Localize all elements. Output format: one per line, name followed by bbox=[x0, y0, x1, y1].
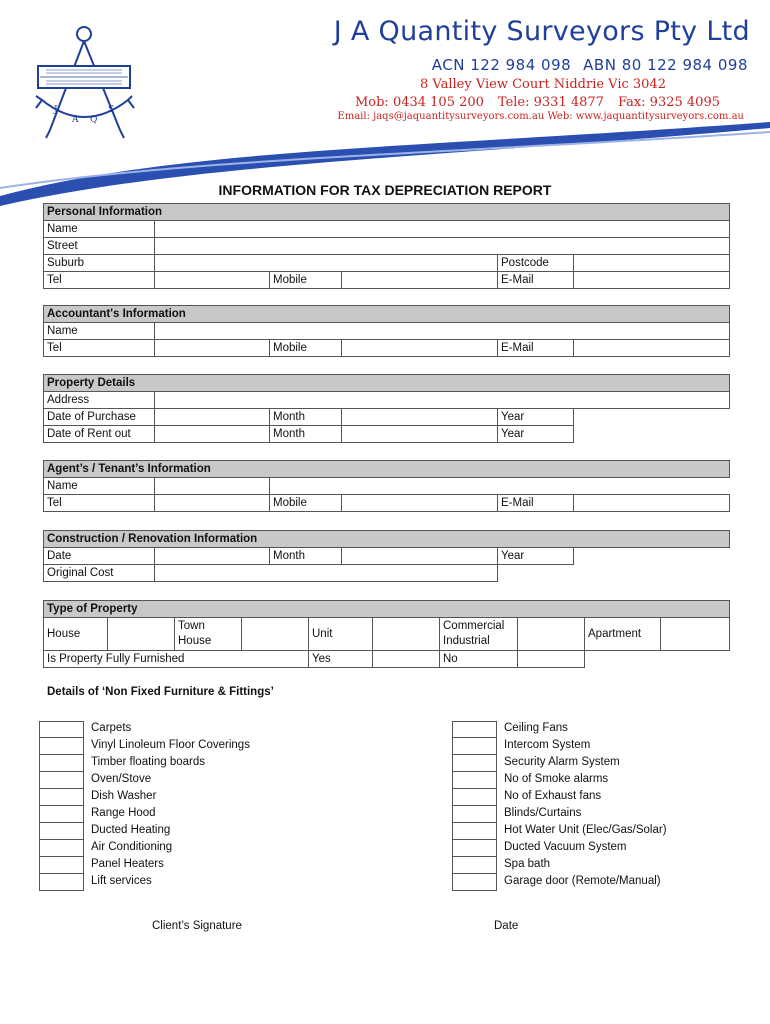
personal-postcode-field[interactable] bbox=[574, 255, 730, 272]
property-rentout-label: Date of Rent out bbox=[44, 426, 155, 443]
furniture-checkbox[interactable] bbox=[452, 789, 497, 806]
logo-letter-s: S bbox=[108, 105, 115, 115]
furniture-checkbox[interactable] bbox=[39, 721, 84, 738]
abn: ABN 80 122 984 098 bbox=[583, 56, 748, 74]
furniture-item-label: Dish Washer bbox=[91, 790, 157, 802]
logo-letter-q: Q bbox=[90, 115, 98, 125]
blank-cell bbox=[574, 409, 730, 426]
personal-email-label: E-Mail bbox=[498, 272, 574, 289]
furniture-checkbox[interactable] bbox=[452, 721, 497, 738]
client-signature-label: Client’s Signature bbox=[152, 920, 242, 932]
property-rentout-month-field[interactable] bbox=[342, 426, 498, 443]
furniture-checkbox[interactable] bbox=[39, 806, 84, 823]
personal-suburb-field[interactable] bbox=[155, 255, 498, 272]
property-purchase-field[interactable] bbox=[155, 409, 270, 426]
property-purchase-label: Date of Purchase bbox=[44, 409, 155, 426]
document-title: INFORMATION FOR TAX DEPRECIATION REPORT bbox=[218, 182, 552, 198]
property-rentout-year-label: Year bbox=[498, 426, 574, 443]
furniture-item-label: No of Exhaust fans bbox=[504, 790, 602, 802]
furniture-checkbox[interactable] bbox=[452, 857, 497, 874]
property-purchase-year-label: Year bbox=[498, 409, 574, 426]
furnished-yes-box[interactable] bbox=[373, 651, 440, 668]
furniture-checkbox[interactable] bbox=[39, 755, 84, 772]
furniture-item-label: Intercom System bbox=[504, 739, 591, 751]
type-townhouse-label: Town House bbox=[175, 618, 242, 651]
personal-street-label: Street bbox=[44, 238, 155, 255]
accountant-name-field[interactable] bbox=[155, 323, 730, 340]
logo-letter-j: J bbox=[54, 105, 58, 115]
blank-cell bbox=[574, 426, 730, 443]
construction-month-label: Month bbox=[270, 548, 342, 565]
construction-cost-field[interactable] bbox=[155, 565, 498, 582]
property-heading: Property Details bbox=[44, 375, 730, 392]
property-rentout-field[interactable] bbox=[155, 426, 270, 443]
construction-information-table bbox=[43, 530, 730, 582]
furniture-item-label: Range Hood bbox=[91, 807, 156, 819]
furnished-no-label: No bbox=[440, 651, 518, 668]
personal-suburb-label: Suburb bbox=[44, 255, 155, 272]
personal-information-table bbox=[43, 203, 730, 289]
furniture-checkbox[interactable] bbox=[39, 823, 84, 840]
furniture-item-label: Hot Water Unit (Elec/Gas/Solar) bbox=[504, 824, 667, 836]
furniture-item-label: Vinyl Linoleum Floor Coverings bbox=[91, 739, 250, 751]
type-house-box[interactable] bbox=[108, 618, 175, 651]
type-apartment-box[interactable] bbox=[661, 618, 730, 651]
agent-email-field[interactable] bbox=[574, 495, 730, 512]
fax-number: Fax: 9325 4095 bbox=[617, 95, 720, 110]
personal-tel-field[interactable] bbox=[155, 272, 270, 289]
personal-tel-label: Tel bbox=[44, 272, 155, 289]
furnished-yes-label: Yes bbox=[309, 651, 373, 668]
personal-name-field[interactable] bbox=[155, 221, 730, 238]
logo-letter-a: A bbox=[72, 115, 79, 125]
accountant-mobile-label: Mobile bbox=[270, 340, 342, 357]
blank-cell bbox=[498, 565, 730, 582]
company-numbers bbox=[420, 56, 748, 74]
blank-cell bbox=[270, 478, 730, 495]
furniture-checkbox[interactable] bbox=[39, 789, 84, 806]
accountant-tel-label: Tel bbox=[44, 340, 155, 357]
furniture-item-label: Ceiling Fans bbox=[504, 722, 568, 734]
mobile-number: Mob: 0434 105 200 bbox=[354, 95, 484, 110]
furniture-heading: Details of ‘Non Fixed Furniture & Fittings’ bbox=[47, 686, 274, 698]
furniture-item-label: Oven/Stove bbox=[91, 773, 152, 785]
accountant-email-field[interactable] bbox=[574, 340, 730, 357]
company-phones bbox=[341, 95, 720, 110]
furniture-item-label: Ducted Vacuum System bbox=[504, 841, 627, 853]
agent-name-field[interactable] bbox=[155, 478, 270, 495]
construction-year-label: Year bbox=[498, 548, 574, 565]
personal-mobile-field[interactable] bbox=[342, 272, 498, 289]
accountant-tel-field[interactable] bbox=[155, 340, 270, 357]
type-heading: Type of Property bbox=[44, 601, 730, 618]
accountant-name-label: Name bbox=[44, 323, 155, 340]
furniture-checkbox[interactable] bbox=[452, 823, 497, 840]
accountant-information-table bbox=[43, 305, 730, 357]
property-rentout-month-label: Month bbox=[270, 426, 342, 443]
furniture-checkbox[interactable] bbox=[39, 840, 84, 857]
construction-month-field[interactable] bbox=[342, 548, 498, 565]
blank-cell bbox=[574, 548, 730, 565]
furniture-item-label: Spa bath bbox=[504, 858, 551, 870]
company-email-web: Email: jaqs@jaquantitysurveyors.com.au Web: www.jaquantitysurveyors.com.au bbox=[337, 111, 744, 122]
construction-heading: Construction / Renovation Information bbox=[44, 531, 730, 548]
furniture-checkbox[interactable] bbox=[452, 806, 497, 823]
property-purchase-month-label: Month bbox=[270, 409, 342, 426]
furniture-checkbox[interactable] bbox=[39, 738, 84, 755]
furniture-item-label: Ducted Heating bbox=[91, 824, 171, 836]
furniture-checkbox[interactable] bbox=[452, 874, 497, 891]
personal-heading: Personal Information bbox=[44, 204, 730, 221]
property-purchase-month-field[interactable] bbox=[342, 409, 498, 426]
furniture-checkbox[interactable] bbox=[39, 772, 84, 789]
accountant-mobile-field[interactable] bbox=[342, 340, 498, 357]
furniture-item-label: Air Conditioning bbox=[91, 841, 173, 853]
type-house-label: House bbox=[44, 618, 108, 651]
agent-tel-label: Tel bbox=[44, 495, 155, 512]
property-address-field[interactable] bbox=[155, 392, 730, 409]
furniture-checkbox[interactable] bbox=[452, 755, 497, 772]
type-apartment-label: Apartment bbox=[585, 618, 661, 651]
furniture-checkbox[interactable] bbox=[452, 738, 497, 755]
type-of-property-table bbox=[43, 600, 730, 668]
tele-number: Tele: 9331 4877 bbox=[497, 95, 604, 110]
agent-email-label: E-Mail bbox=[498, 495, 574, 512]
signature-date-label: Date bbox=[494, 920, 519, 932]
agent-name-label: Name bbox=[44, 478, 155, 495]
furnished-no-box[interactable] bbox=[518, 651, 585, 668]
furniture-item-label: Timber floating boards bbox=[91, 756, 205, 768]
furniture-item-label: Security Alarm System bbox=[504, 756, 620, 768]
property-details-table bbox=[43, 374, 730, 443]
furniture-item-label: Carpets bbox=[91, 722, 132, 734]
type-commercial-label: Commercial Industrial bbox=[440, 618, 518, 651]
type-townhouse-box[interactable] bbox=[242, 618, 309, 651]
personal-street-field[interactable] bbox=[155, 238, 730, 255]
furniture-checkbox[interactable] bbox=[452, 772, 497, 789]
furniture-item-label: Lift services bbox=[91, 875, 152, 887]
furniture-checkbox[interactable] bbox=[39, 874, 84, 891]
construction-date-field[interactable] bbox=[155, 548, 270, 565]
furniture-item-label: Blinds/Curtains bbox=[504, 807, 582, 819]
type-commercial-box[interactable] bbox=[518, 618, 585, 651]
furnished-label: Is Property Fully Furnished bbox=[44, 651, 309, 668]
agent-tel-field[interactable] bbox=[155, 495, 270, 512]
furniture-checkbox[interactable] bbox=[39, 857, 84, 874]
personal-email-field[interactable] bbox=[574, 272, 730, 289]
furniture-item-label: Panel Heaters bbox=[91, 858, 164, 870]
personal-name-label: Name bbox=[44, 221, 155, 238]
accountant-heading: Accountant's Information bbox=[44, 306, 730, 323]
furniture-item-label: Garage door (Remote/Manual) bbox=[504, 875, 661, 887]
agent-mobile-label: Mobile bbox=[270, 495, 342, 512]
furniture-checkbox[interactable] bbox=[452, 840, 497, 857]
accountant-email-label: E-Mail bbox=[498, 340, 574, 357]
type-unit-label: Unit bbox=[309, 618, 373, 651]
agent-mobile-field[interactable] bbox=[342, 495, 498, 512]
property-address-label: Address bbox=[44, 392, 155, 409]
agent-heading: Agent’s / Tenant’s Information bbox=[44, 461, 730, 478]
blank-cell bbox=[585, 651, 730, 668]
construction-cost-label: Original Cost bbox=[44, 565, 155, 582]
acn: ACN 122 984 098 bbox=[431, 56, 572, 74]
furniture-item-label: No of Smoke alarms bbox=[504, 773, 609, 785]
company-name: J A Quantity Surveyors Pty Ltd bbox=[333, 16, 750, 47]
company-address: 8 Valley View Court Niddrie Vic 3042 bbox=[419, 77, 666, 92]
personal-mobile-label: Mobile bbox=[270, 272, 342, 289]
construction-date-label: Date bbox=[44, 548, 155, 565]
personal-postcode-label: Postcode bbox=[498, 255, 574, 272]
type-unit-box[interactable] bbox=[373, 618, 440, 651]
agent-information-table bbox=[43, 460, 730, 512]
